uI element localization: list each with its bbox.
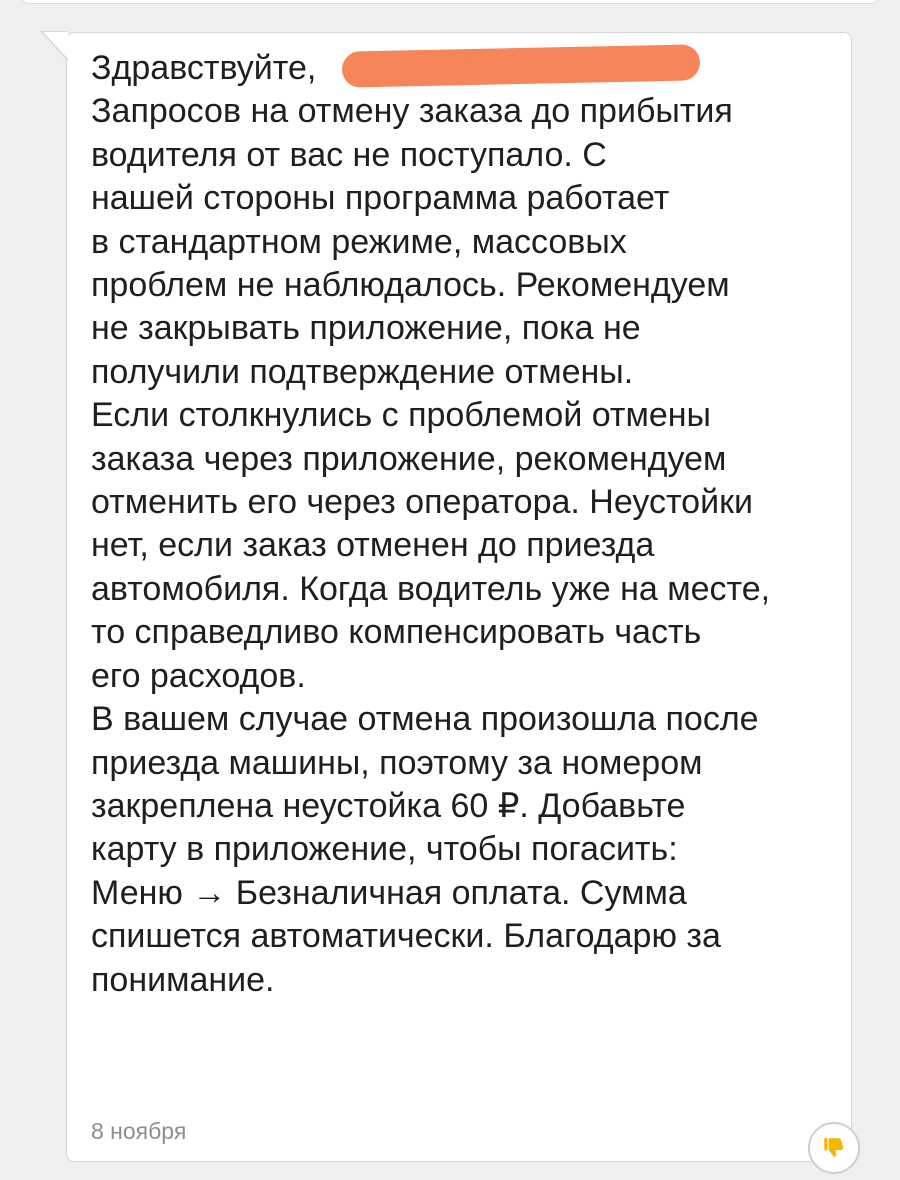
redaction-mark (342, 44, 701, 87)
thumbs-down-icon (821, 1135, 847, 1161)
bubble-tail-inner (43, 32, 68, 59)
reaction-button[interactable] (808, 1122, 860, 1174)
previous-message-edge (22, 0, 878, 4)
message-text: Здравствуйте, Запросов на отмену заказа до прибытия водителя от вас не поступало. С нашей стороны программа работает в стандартном режиме, массовых проблем не наблюдалось. Рекомендуем не закрывать приложение, пока не получили подтверждение отмены. Если столкнулись с проблемой отмены заказа через приложение, рекомендуем отменить его через оператора. Неустойки нет, если заказ отменен до приезда автомобиля. Когда водитель уже на месте, то справедливо компенсировать часть его расходов. В вашем случае отмена произошла после приезда машины, поэтому за номером закреплена неустойка 60 ₽. Добавьте карту в приложение, чтобы погасить: Меню → Безналичная оплата. Сумма спишется автоматически. Благодарю за понимание. (91, 49, 771, 999)
message-date: 8 ноября (91, 1118, 187, 1144)
